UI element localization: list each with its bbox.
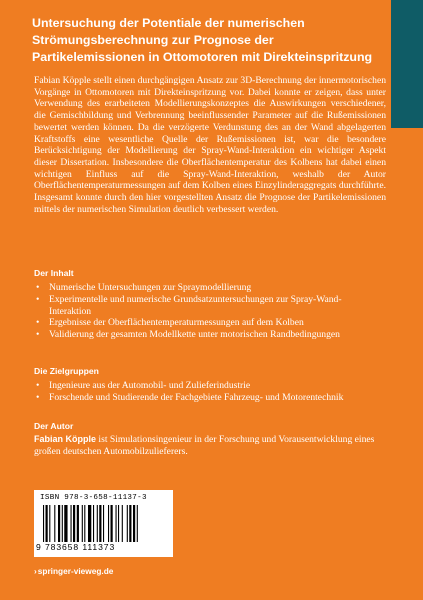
barcode-bar: [62, 505, 63, 542]
barcode-bar: [64, 505, 67, 542]
barcode-bar: [103, 505, 104, 542]
list-item: • Validierung der gesamten Modellkette unter motorischen Randbedingungen: [34, 329, 379, 341]
barcode-bars: [43, 505, 167, 542]
list-item: • Ingenieure aus der Automobil- und Zulieferindustrie: [34, 380, 379, 392]
barcode-bar: [58, 505, 60, 542]
list-item: • Numerische Untersuchungen zur Spraymodellierung: [34, 282, 379, 294]
barcode-panel: [34, 490, 173, 557]
website-link[interactable]: [34, 566, 113, 576]
barcode-bar: [93, 505, 94, 542]
barcode-bar: [111, 505, 113, 542]
list-item: • Experimentelle und numerische Grundsatzuntersuchungen zur Spray-Wand-Interaktion: [34, 294, 379, 318]
website-url: springer-vieweg.de: [37, 566, 114, 576]
barcode-bar: [137, 505, 138, 542]
barcode-bar: [49, 505, 50, 542]
barcode-digits: 9 783658 111373: [36, 542, 116, 552]
author-name: Fabian Köpple: [34, 434, 97, 444]
barcode-bar: [77, 505, 79, 542]
inhalt-heading: Der Inhalt: [34, 268, 74, 278]
author-bio: [34, 434, 386, 457]
list-item: • Ergebnisse der Oberflächentemperaturmessungen auf dem Kolben: [34, 317, 379, 329]
barcode-bar: [43, 505, 44, 542]
barcode-bar: [88, 505, 91, 542]
accent-strip: [391, 0, 423, 128]
inhalt-list: [34, 282, 379, 341]
zielgruppen-heading: Die Zielgruppen: [34, 366, 99, 376]
barcode-bar: [118, 505, 119, 542]
autor-heading: Der Autor: [34, 421, 74, 431]
zielgruppen-list: [34, 380, 379, 404]
barcode-bar: [46, 505, 48, 542]
barcode-bar: [84, 505, 85, 542]
barcode-bar: [129, 505, 131, 542]
book-title: Untersuchung der Potentiale der numerischen Strömungsberechnung zur Prognose der Partikelemissionen in Ottomotoren mit Direkteinspritzung: [32, 16, 373, 64]
barcode-bar: [54, 505, 55, 542]
intro-paragraph: Fabian Köpple stellt einen durchgängigen Ansatz zur 3D-Berechnung der innermotorischen Vorgänge in Ottomotoren mit Direkteinspritzung vor. Dabei konnte er zeigen, dass unter Verwendung des erarbeiteten Modellierungskonzeptes die Auswirkungen verschiedener, die Gemischbildung und Verbrennung beeinflussender Parameter auf die Rußemissionen bewertet werden können. Da die verzögerte Verdunstung des an der Wand abgelagerten Kraftstoffs eine wesentliche Quelle der Rußemissionen ist, war die besondere Berücksichtigung der Modellierung der Spray-Wand-Interaktion ein wichtiger Aspekt dieser Dissertation. Insbesondere die Oberflächentemperatur des Kolbens hat dabei einen wichtigen Einfluss auf die Spray-Wand-Interaktion, weshalb der Autor Oberflächentemperaturmessungen auf dem Kolben eines Einzylinderaggregats durchführte. Insgesamt konnte durch den hier vorgestellten Ansatz die Prognose der Partikelemissionen mittels der numerischen Simulation deutlich verbessert werden.: [34, 75, 386, 215]
barcode-bar: [122, 505, 123, 542]
barcode-bar: [99, 505, 101, 542]
barcode-bar: [71, 505, 72, 542]
author-text: ist Simulationsingenieur in der Forschung und Vorausentwicklung eines großen deutschen Automobilzulieferers.: [34, 434, 375, 457]
barcode-bar: [97, 505, 98, 542]
chevron-right-icon: ›: [34, 566, 37, 576]
isbn-label: ISBN 978-3-658-11137-3: [40, 494, 147, 502]
barcode-bar: [73, 505, 75, 542]
barcode-bar: [108, 505, 109, 542]
barcode-bar: [82, 505, 83, 542]
barcode-bar: [133, 505, 135, 542]
list-item: • Forschende und Studierende der Fachgebiete Fahrzeug- und Motorentechnik: [34, 392, 379, 404]
barcode-bar: [116, 505, 117, 542]
barcode-bar: [127, 505, 128, 542]
